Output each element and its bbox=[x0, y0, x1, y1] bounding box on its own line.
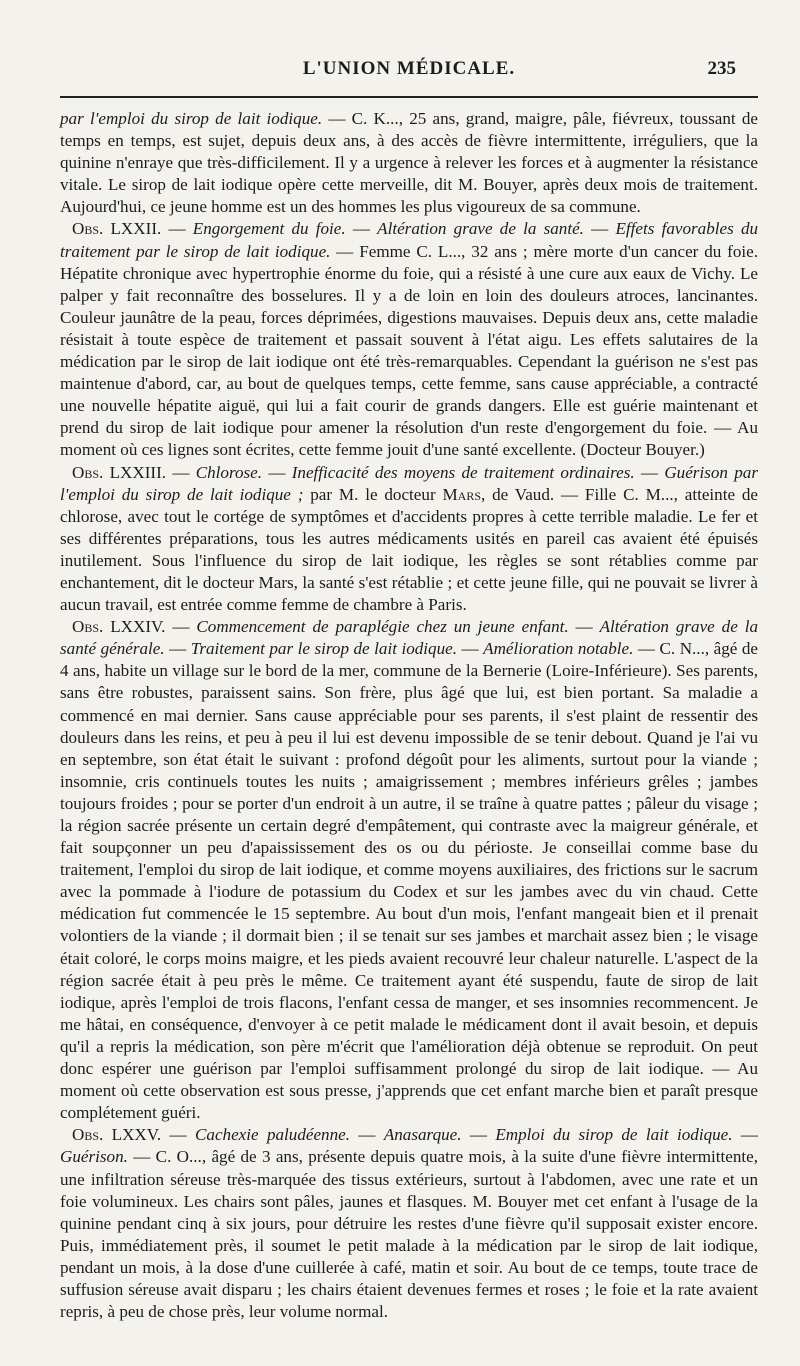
text-segment: — bbox=[461, 1125, 496, 1145]
paragraph-obs-lxxiii bbox=[60, 462, 758, 617]
paragraph-obs-lxxv bbox=[60, 1124, 758, 1323]
text-segment: — Femme C. L..., 32 ans ; mère morte d'un cancer du foie. Hépatite chronique avec hypertrophie énorme du foie, qui a résisté à une cure aux eaux de Vichy. Le palper y fait reconnaître des bosselures. Il y a de loin en loin des douleurs atroces, lancinantes. Couleur jaunâtre de la peau, forces déprimées, digestions mauvaises. Depuis deux ans, cette maladie résistait à toute espèce de traitement et passait souvent à l'état aigu. Les effets salutaires de la médication par le sirop de lait iodique ont été très-remarquables. Cependant la guérison ne s'est pas maintenue d'abord, car, au bout de quelques temps, cette femme, sans cause appréciable, a contracté une nouvelle hépatite aiguë, qui lui a fait courir de grands dangers. Elle est guérie maintenant et prend du sirop de lait iodique pour amener la résolution d'un reste d'engorgement du foie. — Au moment où ces lignes sont écrites, cette femme jouit d'une santé excellente. (Docteur Bouyer.) bbox=[60, 241, 758, 460]
text-segment: — C. K..., 25 ans, grand, maigre, pâle, fiévreux, toussant de temps en temps, est sujet, depuis deux ans, à des accès de fièvre intermittente, irréguliers, que la quinine n'enraye que très-difficilement. Il y a urgence à relever les forces et à augmenter la résistance vitale. Le sirop de lait iodique opère cette merveille, dit M. Bouyer, après deux mois de traitement. Aujourd'hui, ce jeune homme est un des hommes les plus vigoureux de sa commune. bbox=[60, 109, 758, 217]
text-segment: — bbox=[457, 639, 484, 659]
text-segment: — bbox=[161, 1125, 195, 1145]
italic-segment: Altération grave de la santé. bbox=[377, 219, 584, 239]
italic-segment: Chlorose. bbox=[195, 462, 263, 482]
italic-segment: Altération grave de la santé générale. bbox=[60, 617, 759, 659]
text-segment: — bbox=[345, 219, 378, 239]
text-segment: — bbox=[732, 1125, 758, 1145]
text-segment: — bbox=[164, 639, 191, 659]
italic-segment: par l'emploi du sirop de lait iodique. bbox=[60, 109, 323, 128]
paragraph-continuation bbox=[60, 108, 758, 218]
smallcaps-segment: Obs. LXXII. bbox=[72, 219, 162, 239]
italic-segment: Amélioration notable. bbox=[483, 639, 634, 659]
text-segment: — bbox=[568, 617, 600, 637]
smallcaps-segment: Obs. LXXV. bbox=[72, 1125, 162, 1145]
smallcaps-segment: Obs. LXXIII. bbox=[72, 462, 167, 482]
italic-segment: Guérison par l'emploi du sirop de lait iodique ; bbox=[60, 462, 758, 504]
italic-segment: Anasarque. bbox=[383, 1125, 462, 1145]
text-segment: par M. le docteur bbox=[303, 484, 443, 504]
italic-segment: Guérison. bbox=[60, 1147, 128, 1167]
italic-segment: Commencement de paraplégie chez un jeune enfant. bbox=[196, 617, 569, 637]
italic-segment: Engorgement du foie. bbox=[192, 219, 346, 239]
italic-segment: Emploi du sirop de lait iodique. bbox=[495, 1125, 733, 1145]
page-number: 235 bbox=[707, 58, 736, 79]
paragraph-obs-lxxii bbox=[60, 218, 758, 461]
journal-title: L'UNION MÉDICALE. bbox=[302, 58, 516, 79]
article-body bbox=[60, 108, 758, 1323]
italic-segment: Inefficacité des moyens de traitement ordinaires. bbox=[291, 462, 635, 482]
paragraph-obs-lxxiv bbox=[60, 616, 758, 1124]
text-segment: — bbox=[583, 219, 616, 239]
text-segment: — C. N..., âgé de 4 ans, habite un village sur le bord de la mer, commune de la Bernerie (Loire-Inférieure). Ses parents, sans être robustes, paraissent sains. Son frère, plus âgé que lui, est bien portant. Sa maladie a commencé en mai dernier. Sans cause appréciable pour ses parents, il s'est plaint de ressentir des douleurs dans les reins, et peu à peu il lui est devenu impossible de se tenir debout. Quand je l'ai vu en septembre, son état était le suivant : profond dégoût pour les aliments, surtout pour la viande ; insomnie, cris continuels toutes les nuits ; amaigrissement ; membres inférieurs grêles ; jambes toujours froides ; pour se porter d'un endroit à un autre, il se traîne à quatre pattes ; pâleur du visage ; la région sacrée présente un certain degré d'empâtement, qui contraste avec la maigreur générale, et fait soupçonner un peu d'apaississement des os ou du périoste. Je conseillai comme base du traitement, l'emploi du sirop de lait iodique, et comme moyens auxiliaires, des frictions sur le sacrum avec la pommade à l'iodure de potassium du Codex et sur les jambes avec du vin chaud. Cette médication fut commencée le 15 septembre. Au bout d'un mois, l'enfant mangeait bien et il prenait volontiers de la viande ; il dormait bien ; il se tenait sur ses jambes et marchait assez bien ; le visage était coloré, le corps moins maigre, et les pieds avaient recouvré leur chaleur naturelle. L'aspect de la région sacrée était à peu près le même. Ce traitement ayant été suspendu, faute de sirop de lait iodique, après l'emploi de trois flacons, l'enfant cessa de manger, et ses insomnies recommencent. Je me hâtai, en conséquence, d'envoyer à ce petit malade le médicament dont il avait besoin, et depuis qu'il a repris la médication, son père m'écrit que l'amélioration déjà obtenue se reproduit. On peut donc espérer une guérison par l'emploi suffisamment prolongé du sirop de lait iodique. — Au moment où cette observation est sous presse, j'apprends que cet enfant marche bien et paraît presque complétement guéri. bbox=[60, 639, 759, 1123]
italic-segment: Effets favorables du traitement par le sirop de lait iodique. bbox=[60, 219, 759, 261]
text-segment: — bbox=[165, 617, 197, 637]
text-segment: , de Vaud. — Fille C. M..., atteinte de chlorose, avec tout le cortége de symptômes et d'accidents propres à cette terrible maladie. Le fer et ses différentes préparations, tous les autres médicaments usités en pareil cas avaient été épuisés inutilement. Sous l'influence du sirop de lait iodique, les règles se sont rétablies comme par enchantement, dit le docteur Mars, la santé s'est rétablie ; et cette jeune fille, qui ne pouvait se livrer à aucun travail, est entrée comme femme de chambre à Paris. bbox=[60, 484, 759, 615]
text-segment: — bbox=[634, 462, 665, 482]
text-segment: — bbox=[262, 462, 292, 482]
running-header bbox=[60, 52, 758, 82]
header-rule bbox=[60, 96, 758, 98]
text-segment: — C. O..., âgé de 3 ans, présente depuis quatre mois, à la suite d'une fièvre intermittente, une infiltration séreuse très-marquée des tissus extérieurs, surtout à l'abdomen, avec une rate et un foie volumineux. Les chairs sont pâles, jaunes et flasques. M. Bouyer met cet enfant à l'usage de la quinine pendant cinq à six jours, pour détruire les restes d'une fièvre qu'il supposait exister encore. Puis, immédiatement près, il soumet le petit malade à la médication par le sirop de lait iodique, pendant un mois, à la dose d'une cuillerée à café, matin et soir. Au bout de ce temps, toute trace de suffusion séreuse avait disparu ; les chairs étaient devenues fermes et roses ; le foie et la rate avaient repris, à peu de chose près, leur volume normal. bbox=[60, 1147, 758, 1322]
italic-segment: Cachexie paludéenne. bbox=[195, 1125, 351, 1145]
text-segment: — bbox=[161, 219, 193, 239]
smallcaps-segment: Obs. LXXIV. bbox=[72, 617, 166, 637]
text-segment: — bbox=[166, 462, 196, 482]
text-segment: — bbox=[350, 1125, 384, 1145]
italic-segment: Traitement par le sirop de lait iodique. bbox=[190, 639, 457, 659]
smallcaps-segment: Mars bbox=[442, 484, 482, 504]
